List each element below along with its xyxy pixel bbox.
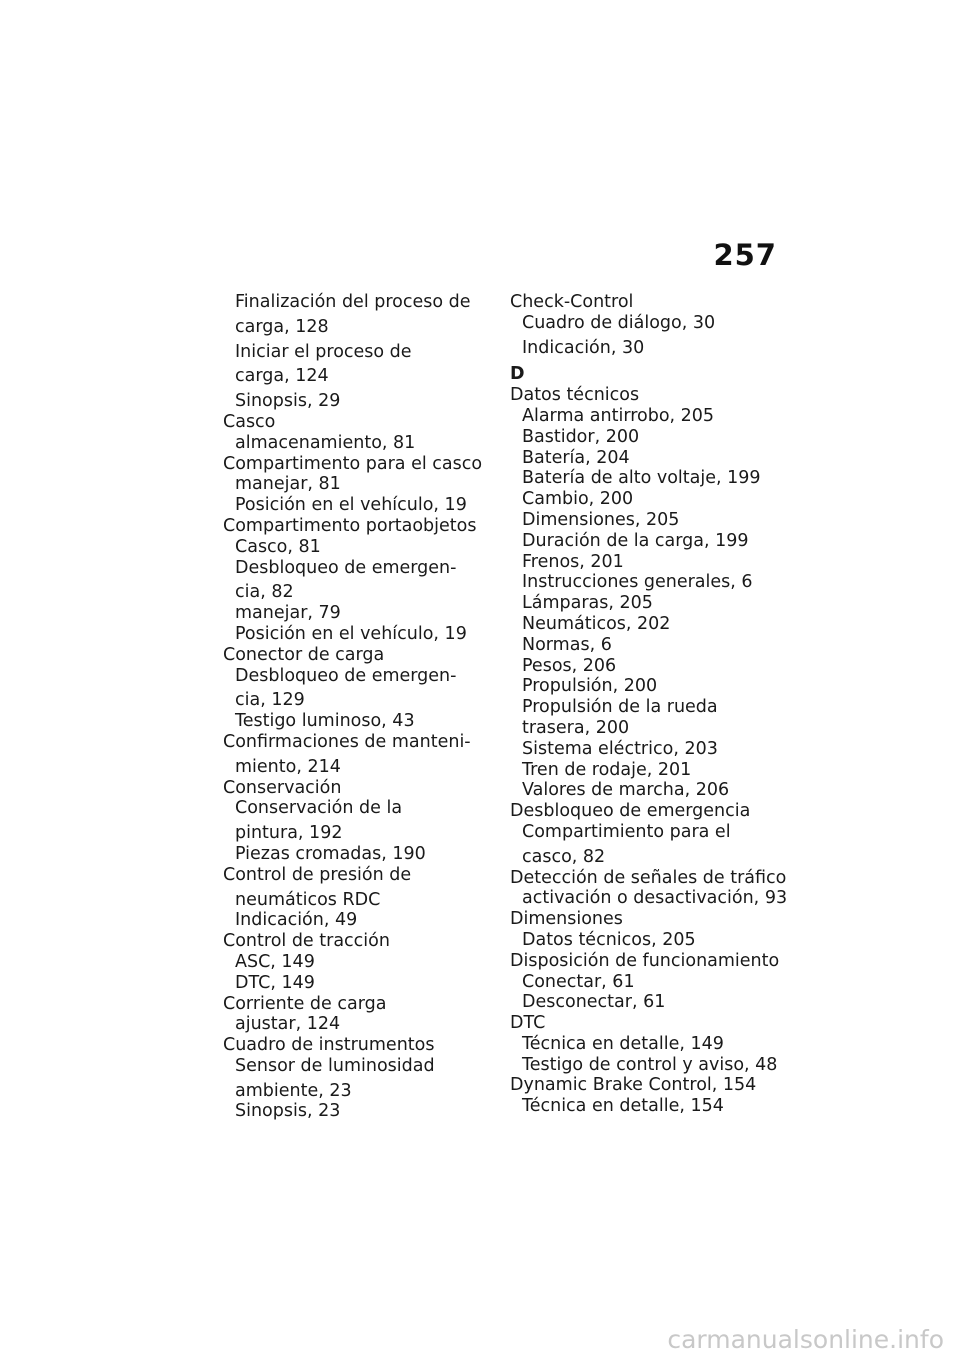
- index-sub-entry: Iniciar el proceso de: [235, 341, 412, 362]
- index-sub-entry: Desbloqueo de emergen-: [235, 665, 457, 686]
- index-sub-entry: Propulsión de la rueda: [522, 697, 718, 718]
- index-main-entry: Datos técnicos: [510, 385, 640, 406]
- index-sub-entry: activación o desactivación, 93: [522, 888, 788, 909]
- index-sub-entry: Frenos, 201: [522, 551, 624, 572]
- index-sub-entry: Sensor de luminosidad: [235, 1055, 435, 1076]
- index-sub-entry: carga, 124: [235, 366, 329, 387]
- watermark: carmanualsonline.info: [667, 1325, 944, 1354]
- index-main-entry: Detección de señales de tráfico: [510, 867, 787, 888]
- index-sub-entry: almacenamiento, 81: [235, 432, 416, 453]
- page-number: 257: [713, 238, 777, 272]
- index-sub-entry: ajustar, 124: [235, 1014, 341, 1035]
- index-main-entry: Check-Control: [510, 292, 634, 312]
- index-sub-entry: cia, 82: [235, 582, 294, 603]
- index-main-entry: Disposición de funcionamiento: [510, 950, 780, 971]
- index-sub-entry: trasera, 200: [522, 717, 630, 738]
- index-sub-entry: Casco, 81: [235, 536, 321, 557]
- index-sub-entry: Indicación, 30: [522, 337, 645, 358]
- index-sub-entry: manejar, 79: [235, 603, 341, 624]
- index-sub-entry: pintura, 192: [235, 823, 343, 844]
- index-main-entry: Control de presión de: [223, 864, 412, 885]
- index-main-entry: Compartimento portaobjetos: [223, 515, 477, 536]
- index-sub-entry: Compartimiento para el: [522, 821, 731, 842]
- index-main-entry: DTC: [510, 1013, 546, 1034]
- index-sub-entry: Valores de marcha, 206: [522, 780, 730, 801]
- index-sub-entry: Neumáticos, 202: [522, 613, 671, 634]
- index-main-entry: Dimensiones: [510, 909, 623, 930]
- index-letter-heading: D: [510, 364, 525, 385]
- index-sub-entry: Bastidor, 200: [522, 426, 640, 447]
- index-sub-entry: Cuadro de diálogo, 30: [522, 312, 716, 333]
- index-main-entry: Cuadro de instrumentos: [223, 1035, 435, 1056]
- index-sub-entry: Sistema eléctrico, 203: [522, 738, 718, 759]
- index-sub-entry: Batería, 204: [522, 447, 630, 468]
- index-sub-entry: Dimensiones, 205: [522, 509, 680, 530]
- index-main-entry: Conservación: [223, 777, 342, 798]
- index-sub-entry: Instrucciones generales, 6: [522, 572, 753, 593]
- index-sub-entry: Piezas cromadas, 190: [235, 843, 426, 864]
- index-main-entry: Dynamic Brake Control, 154: [510, 1075, 757, 1096]
- index-sub-entry: Sinopsis, 29: [235, 391, 341, 412]
- index-sub-entry: Duración de la carga, 199: [522, 530, 749, 551]
- index-sub-entry: Técnica en detalle, 154: [522, 1096, 724, 1117]
- index-main-entry: Casco: [223, 411, 276, 432]
- index-sub-entry: Desbloqueo de emergen-: [235, 557, 457, 578]
- index-sub-entry: miento, 214: [235, 756, 341, 777]
- index-sub-entry: Tren de rodaje, 201: [522, 759, 692, 780]
- index-sub-entry: manejar, 81: [235, 474, 341, 495]
- index-column-left: [223, 292, 498, 1122]
- index-sub-entry: Lámparas, 205: [522, 593, 653, 614]
- index-sub-entry: Pesos, 206: [522, 655, 617, 676]
- index-sub-entry: neumáticos RDC: [235, 889, 381, 910]
- index-sub-entry: Posición en el vehículo, 19: [235, 495, 467, 516]
- index-sub-entry: Datos técnicos, 205: [522, 929, 696, 950]
- index-sub-entry: Propulsión, 200: [522, 676, 658, 697]
- index-sub-entry: ambiente, 23: [235, 1080, 352, 1101]
- index-sub-entry: Indicación, 49: [235, 910, 358, 931]
- index-column-right: [510, 292, 788, 1117]
- index-sub-entry: Conservación de la: [235, 798, 403, 819]
- index-sub-entry: Conectar, 61: [522, 971, 635, 992]
- index-main-entry: Confirmaciones de manteni-: [223, 731, 471, 752]
- index-sub-entry: DTC, 149: [235, 972, 315, 993]
- index-main-entry: Desbloqueo de emergencia: [510, 801, 751, 822]
- index-sub-entry: Cambio, 200: [522, 489, 634, 510]
- index-sub-entry: Alarma antirrobo, 205: [522, 405, 715, 426]
- index-sub-entry: Sinopsis, 23: [235, 1101, 341, 1122]
- index-sub-entry: Batería de alto voltaje, 199: [522, 468, 761, 489]
- index-sub-entry: Normas, 6: [522, 634, 612, 655]
- index-sub-entry: Finalización del proceso de: [235, 292, 471, 312]
- index-sub-entry: carga, 128: [235, 316, 329, 337]
- index-sub-entry: Técnica en detalle, 149: [522, 1033, 724, 1054]
- index-sub-entry: casco, 82: [522, 846, 606, 867]
- index-sub-entry: ASC, 149: [235, 951, 315, 972]
- index-sub-entry: Testigo de control y aviso, 48: [522, 1054, 778, 1075]
- index-main-entry: Corriente de carga: [223, 993, 387, 1014]
- index-main-entry: Conector de carga: [223, 644, 385, 665]
- index-main-entry: Control de tracción: [223, 931, 390, 952]
- index-sub-entry: Posición en el vehículo, 19: [235, 623, 467, 644]
- index-sub-entry: cia, 129: [235, 690, 305, 711]
- index-main-entry: Compartimento para el casco: [223, 453, 483, 474]
- index-sub-entry: Desconectar, 61: [522, 992, 666, 1013]
- index-sub-entry: Testigo luminoso, 43: [235, 711, 415, 732]
